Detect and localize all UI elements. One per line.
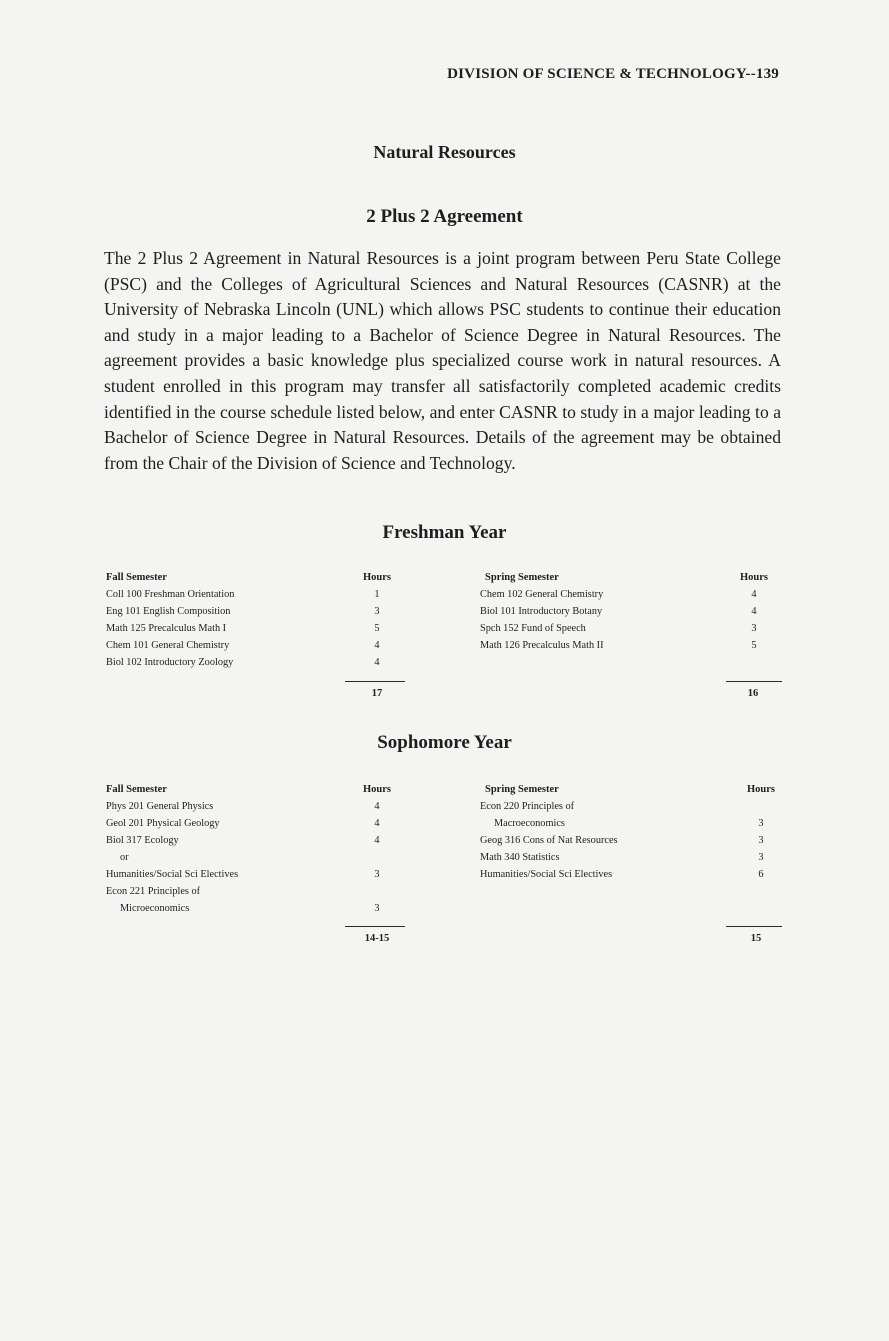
spring-total-rule [726,681,782,682]
fall-course: Microeconomics [120,903,190,914]
spring-total-hours: 15 [750,933,762,944]
spring-course: Macroeconomics [494,818,565,829]
fall-total-hours: 17 [371,688,383,699]
spring-course: Geog 316 Cons of Nat Resources [480,835,618,846]
fall-hours: 3 [374,606,380,617]
fall-hours: 4 [374,835,380,846]
spring-hours: 4 [751,589,757,600]
spring-hours: 3 [758,835,764,846]
spring-hours: 4 [751,606,757,617]
fall-hours: 4 [374,801,380,812]
fall-course: Eng 101 English Composition [106,606,231,617]
fall-hours-header: Hours [362,784,391,795]
spring-course: Biol 101 Introductory Botany [480,606,603,617]
spring-course: Chem 102 General Chemistry [480,589,604,600]
section-title: Natural Resources [373,142,516,162]
spring-total-rule [726,926,782,927]
fall-hours: 4 [374,657,380,668]
fall-hours-header: Hours [362,572,391,583]
fall-hours: 3 [374,903,380,914]
fall-hours: 1 [374,589,380,600]
fall-course: Geol 201 Physical Geology [106,818,220,829]
running-head: DIVISION OF SCIENCE & TECHNOLOGY--139 [447,66,779,82]
spring-semester-header: Spring Semester [485,572,559,583]
spring-hours: 5 [751,640,757,651]
spring-course: Math 340 Statistics [480,852,560,863]
fall-course: Humanities/Social Sci Electives [106,869,239,880]
fall-course: Phys 201 General Physics [106,801,214,812]
spring-course: Humanities/Social Sci Electives [480,869,613,880]
spring-hours: 3 [758,818,764,829]
fall-course: Chem 101 General Chemistry [106,640,230,651]
spring-total-hours: 16 [747,688,759,699]
spring-course: Econ 220 Principles of [480,801,575,812]
freshman-year-title: Freshman Year [382,522,507,543]
fall-total-rule [345,681,405,682]
sophomore-year-title: Sophomore Year [377,732,512,753]
fall-course: Math 125 Precalculus Math I [106,623,227,634]
fall-semester-header: Fall Semester [106,784,167,795]
fall-course: Coll 100 Freshman Orientation [106,589,235,600]
fall-hours: 4 [374,818,380,829]
fall-course-or: or [120,852,129,863]
fall-hours: 4 [374,640,380,651]
intro-paragraph: The 2 Plus 2 Agreement in Natural Resources is a joint program between Peru State College (PSC) and the Colleges of Agricultural Sciences and Natural Resources (CASNR) at the University of Nebraska Lincoln (UNL) which allows PSC students to continue their education and study in a major leading to a Bachelor of Science Degree in Natural Resources. The agreement provides a basic knowledge plus specialized course work in natural resources. A student enrolled in this program may transfer all satisfactorily completed academic credits identified in the course schedule listed below, and enter CASNR to study in a major leading to a Bachelor of Science Degree in Natural Resources. Details of the agreement may be obtained from the Chair of the Division of Science and Technology. [104,248,781,473]
fall-total-rule [345,926,405,927]
spring-course: Math 126 Precalculus Math II [480,640,604,651]
spring-semester-header: Spring Semester [485,784,559,795]
spring-hours: 3 [751,623,757,634]
fall-hours: 3 [374,869,380,880]
fall-course: Biol 317 Ecology [106,835,179,846]
spring-hours: 3 [758,852,764,863]
fall-total-hours: 14-15 [364,933,390,944]
fall-course: Biol 102 Introductory Zoology [106,657,234,668]
spring-course: Spch 152 Fund of Speech [480,623,586,634]
fall-course: Econ 221 Principles of [106,886,201,897]
fall-semester-header: Fall Semester [106,572,167,583]
spring-hours: 6 [758,869,764,880]
spring-hours-header: Hours [746,784,775,795]
page-subtitle: 2 Plus 2 Agreement [366,206,523,227]
spring-hours-header: Hours [739,572,768,583]
fall-hours: 5 [374,623,380,634]
